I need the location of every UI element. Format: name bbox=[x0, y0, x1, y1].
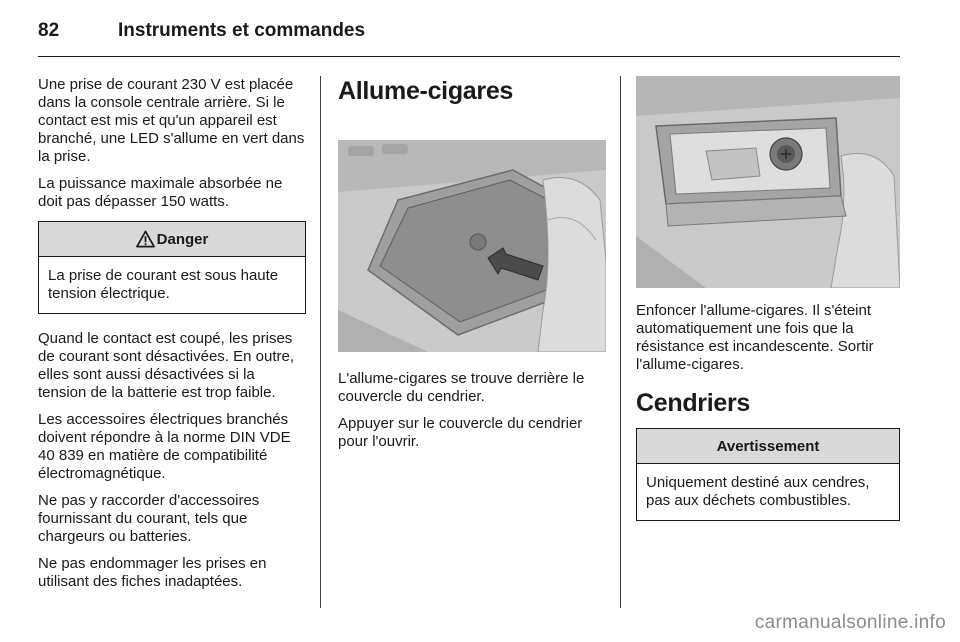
column-2 bbox=[338, 76, 606, 460]
page-title: Instruments et commandes bbox=[118, 20, 366, 41]
warning-box-header bbox=[637, 429, 899, 464]
danger-box-body bbox=[39, 257, 305, 313]
cigarette-lighter-illustration bbox=[636, 76, 900, 288]
paragraph: Quand le contact est coupé, les prises de courant sont désactivées. En outre, elles sont aussi désactivées si la tension de la batterie est trop faible. bbox=[38, 330, 294, 401]
warning-text: Uniquement destiné aux cendres, pas aux déchets combustibles. bbox=[646, 474, 870, 509]
danger-text: La prise de courant est sous haute tension électrique. bbox=[48, 267, 279, 302]
paragraph: Les accessoires électriques branchés doivent répondre à la norme DIN VDE 40 839 en matière de compatibilité électromagnétique. bbox=[38, 411, 291, 482]
warning-box bbox=[636, 428, 900, 521]
section-heading: Allume-cigares bbox=[338, 77, 514, 105]
paragraph: Ne pas y raccorder d'accessoires fournissant du courant, tels que chargeurs ou batteries. bbox=[38, 492, 260, 545]
ashtray-cover-illustration bbox=[338, 140, 606, 352]
page-header bbox=[38, 16, 900, 57]
column-divider bbox=[620, 76, 621, 608]
watermark: carmanualsonline.info bbox=[754, 612, 946, 633]
paragraph: Ne pas endommager les prises en utilisant des fiches inadaptées. bbox=[38, 555, 267, 590]
warning-title: Avertissement bbox=[716, 437, 820, 455]
paragraph: L'allume-cigares se trouve derrière le couvercle du cendrier. bbox=[338, 370, 585, 405]
column-divider bbox=[320, 76, 321, 608]
paragraph: Une prise de courant 230 V est placée dans la console centrale arrière. Si le contact est mis et qu'un appareil est branché, une LED s'allume en vert dans la prise. bbox=[38, 76, 305, 165]
paragraph: La puissance maximale absorbée ne doit pas dépasser 150 watts. bbox=[38, 175, 283, 210]
warning-triangle-icon bbox=[136, 230, 155, 248]
danger-title: Danger bbox=[156, 230, 209, 248]
column-1 bbox=[38, 76, 306, 600]
danger-box-header bbox=[39, 222, 305, 257]
warning-box-body bbox=[637, 464, 899, 520]
paragraph: Enfoncer l'allume-cigares. Il s'éteint automatiquement une fois que la résistance est incandescente. Sortir l'allume-cigares. bbox=[636, 302, 874, 373]
section-heading: Cendriers bbox=[636, 389, 751, 417]
page-number: 82 bbox=[38, 20, 60, 41]
danger-box bbox=[38, 221, 306, 314]
paragraph: Appuyer sur le couvercle du cendrier pour l'ouvrir. bbox=[338, 415, 583, 450]
column-3 bbox=[636, 76, 900, 537]
